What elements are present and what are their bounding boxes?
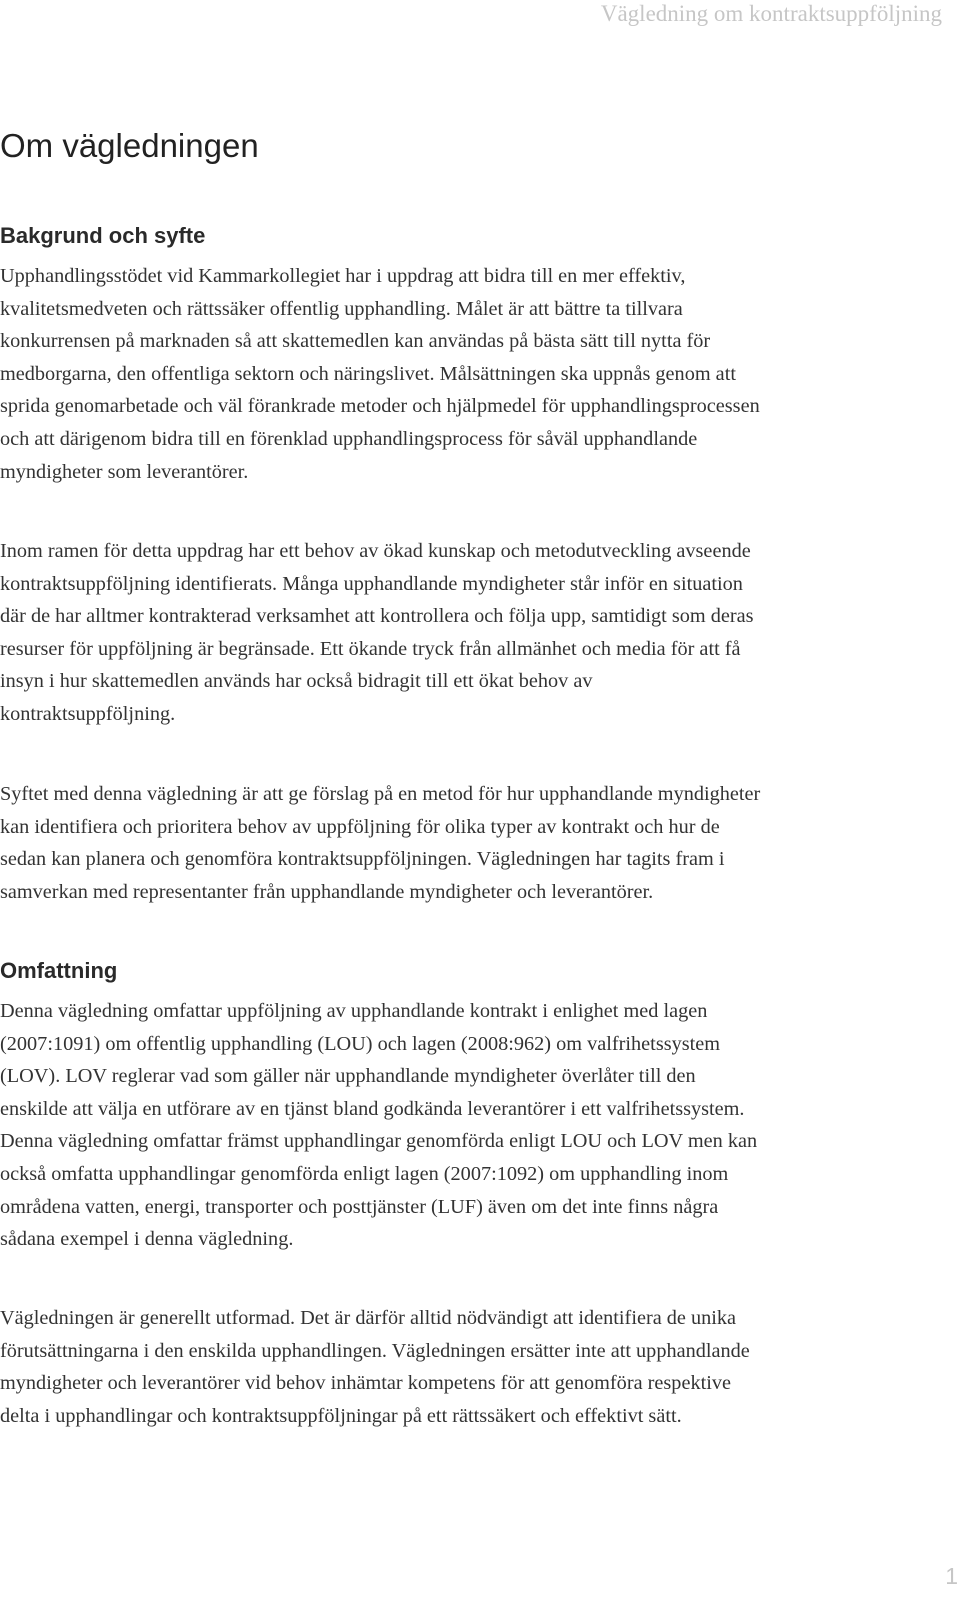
text-line: sådana exempel i denna vägledning.	[0, 1228, 294, 1251]
text-line: Denna vägledning omfattar uppföljning av upphandlande kontrakt i enlighet med lagen	[0, 1000, 708, 1022]
paragraph	[0, 260, 952, 488]
text-line: (2007:1091) om offentlig upphandling (LOU) och lagen (2008:962) om valfrihetssystem	[0, 1032, 721, 1055]
running-header: Vägledning om kontraktsuppföljning	[600, 1, 942, 26]
text-line: resurser för uppföljning är begränsade. Ett ökande tryck från allmänhet och media för att få	[0, 637, 741, 660]
text-line: kvalitetsmedveten och rättssäker offentlig upphandling. Målet är att bättre ta tillvara	[0, 297, 683, 320]
text-line: myndigheter som leverantörer.	[0, 460, 249, 483]
paragraph	[0, 1302, 952, 1432]
paragraph	[0, 535, 952, 731]
text-line: förutsättningarna i den enskilda upphandlingen. Vägledningen ersätter inte att upphandlande	[0, 1339, 750, 1362]
page-title: Om vägledningen	[0, 127, 259, 164]
text-line: konkurrensen på marknaden så att skattemedlen kan användas på bästa sätt till nytta för	[0, 330, 711, 353]
text-line: Inom ramen för detta uppdrag har ett behov av ökad kunskap och metodutveckling avseende	[0, 540, 751, 562]
text-line: kontraktsuppföljning identifierats. Många upphandlande myndigheter står inför en situation	[0, 572, 743, 595]
text-line: (LOV). LOV reglerar vad som gäller när upphandlande myndigheter överlåter till den	[0, 1065, 696, 1088]
paragraph	[0, 778, 952, 908]
text-line: sprida genomarbetade och väl förankrade metoder och hjälpmedel för upphandlingsprocessen	[0, 395, 760, 418]
section-heading-bakgrund: Bakgrund och syfte	[0, 223, 206, 248]
text-line: sedan kan planera och genomföra kontraktsuppföljningen. Vägledningen har tagits fram i	[0, 848, 725, 871]
text-line: där de har alltmer kontrakterad verksamhet att kontrollera och följa upp, samtidigt som deras	[0, 605, 754, 628]
text-line: delta i upphandlingar och kontraktsuppföljningar på ett rättssäkert och effektivt sätt.	[0, 1404, 682, 1427]
text-line: samverkan med representanter från upphandlande myndigheter och leverantörer.	[0, 880, 654, 903]
text-line: Syftet med denna vägledning är att ge förslag på en metod för hur upphandlande myndigheter	[0, 783, 761, 805]
section-heading-omfattning: Omfattning	[0, 958, 118, 983]
text-line: också omfatta upphandlingar genomförda enligt lagen (2007:1092) om upphandling inom	[0, 1162, 729, 1185]
text-line: kontraktsuppföljning.	[0, 702, 176, 725]
text-line: områdena vatten, energi, transporter och posttjänster (LUF) även om det inte finns några	[0, 1195, 719, 1218]
text-line: insyn i hur skattemedlen används har också bidragit till ett ökat behov av	[0, 670, 593, 693]
paragraph	[0, 995, 952, 1256]
text-line: medborgarna, den offentliga sektorn och näringslivet. Målsättningen ska uppnås genom att	[0, 362, 736, 385]
text-line: och att därigenom bidra till en förenklad upphandlingsprocess för såväl upphandlande	[0, 427, 698, 450]
text-line: Upphandlingsstödet vid Kammarkollegiet har i uppdrag att bidra till en mer effektiv,	[0, 265, 686, 287]
page-number: 1	[945, 1563, 958, 1589]
text-line: Denna vägledning omfattar främst upphandlingar genomförda enligt LOU och LOV men kan	[0, 1130, 758, 1153]
text-line: kan identifiera och prioritera behov av uppföljning för olika typer av kontrakt och hur de	[0, 815, 720, 838]
text-line: enskilde att välja en utförare av en tjänst bland godkända leverantörer i ett valfrihetssystem.	[0, 1097, 745, 1120]
text-line: Vägledningen är generellt utformad. Det är därför alltid nödvändigt att identifiera de unika	[0, 1307, 737, 1329]
text-line: myndigheter och leverantörer vid behov inhämtar kompetens för att genomföra respektive	[0, 1372, 731, 1395]
